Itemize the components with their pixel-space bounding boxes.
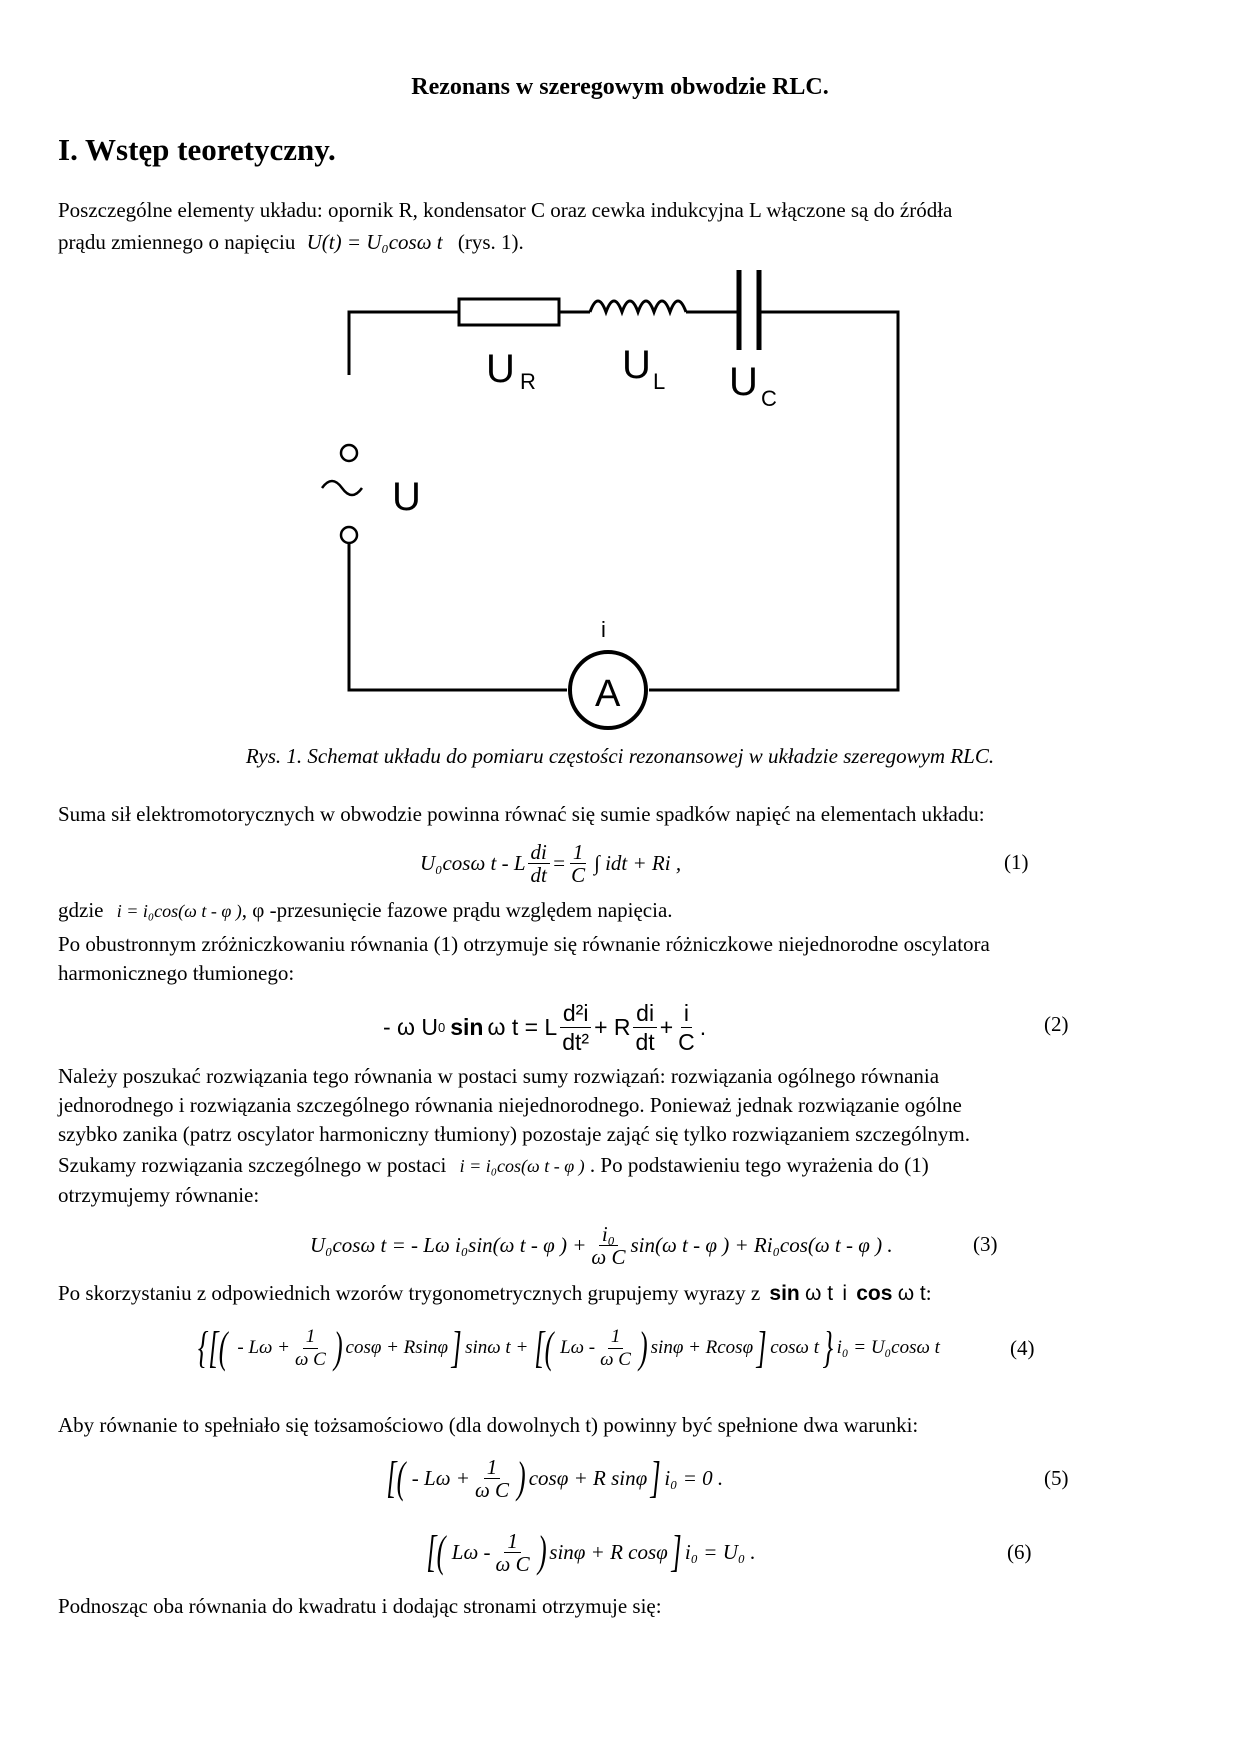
eq2-f3-den: C: [678, 1028, 695, 1055]
eq3-a: U₀cosω t = - Lω i₀sin(ω t - φ ) +: [310, 1232, 587, 1257]
eq6-a: Lω -: [451, 1539, 491, 1564]
para4-cos: cos: [856, 1282, 893, 1305]
para4-end: :: [925, 1281, 932, 1305]
wire-bottom-left: [349, 543, 567, 690]
paragraph-3-line-1: Należy poszukać rozwiązania tego równania w postaci sumy rozwiązań: rozwiązania ogólnego równania: [58, 1064, 940, 1088]
eq2-f1-den: dt²: [562, 1028, 590, 1055]
source-terminal-bottom: [341, 527, 357, 543]
eq2-f2-den: dt: [635, 1028, 655, 1055]
gdzie-line: [58, 896, 673, 926]
label-current: i: [601, 617, 606, 642]
eq3-b: sin(ω t - φ ) + Ri₀cos(ω t - φ ) .: [630, 1232, 893, 1257]
figure-caption: Rys. 1. Schemat układu do pomiaru częstości rezonansowej w układzie szeregowym RLC.: [245, 744, 995, 768]
eq2-f3-num: i: [681, 999, 692, 1028]
paragraph-2-line-2: harmonicznego tłumionego:: [58, 961, 295, 985]
document-title: Rezonans w szeregowym obwodzie RLC.: [411, 74, 829, 100]
eq3-f-den: ω C: [591, 1244, 626, 1269]
eq6-f-den: ω C: [495, 1551, 530, 1576]
paragraph-5: Aby równanie to spełniało się tożsamościowo (dla dowolnych t) powinny być spełnione dwa warunki:: [58, 1413, 919, 1437]
equation-4: {[( - Lω + $\frac{1}{\text{ω C}}$ ) cosφ + Rsinφ ] sinω t + [( Lω - $\frac{1}{\text{ω C}}$ ) sinφ + Rcosφ ] cosω t } i₀ = U₀cosω t: [197, 1323, 940, 1372]
eq1-frac-num: di: [528, 841, 550, 864]
ac-source-tilde: [322, 481, 362, 495]
paragraph-2-line-1: Po obustronnym zróżniczkowaniu równania (1) otrzymuje się równanie różniczkowe niejednorodne oscylatora: [58, 932, 990, 956]
eq3-f-num: i₀: [599, 1223, 618, 1246]
equation-1: [420, 833, 681, 893]
eq4-g: i₀ = U₀cosω t: [836, 1337, 940, 1358]
eq4-f: cosω t: [770, 1337, 819, 1358]
equation-3: [310, 1218, 893, 1272]
eq4-b: cosφ + Rsinφ: [345, 1337, 448, 1358]
eq5-number: (5): [1044, 1466, 1069, 1490]
eq2-f2-num: di: [633, 999, 657, 1028]
eq1-rhs: ∫ idt + Ri ,: [594, 850, 682, 875]
para3-line4-formula: i = i₀cos(ω t - φ ): [459, 1156, 585, 1176]
equation-2: [383, 994, 706, 1060]
eq4-number: (4): [1010, 1336, 1035, 1360]
inductor-symbol: [590, 301, 686, 312]
eq4-e: sinφ + Rcosφ: [650, 1337, 754, 1358]
eq2-lhs-b: ω t = L: [487, 1013, 558, 1040]
paragraph-4: [58, 1279, 932, 1308]
eq6-f-num: 1: [504, 1530, 521, 1553]
eq4-f1-num: 1: [303, 1326, 319, 1349]
eq4-d: Lω -: [560, 1337, 596, 1358]
eq4-a: - Lω +: [237, 1337, 291, 1358]
eq5-f-num: 1: [484, 1456, 501, 1479]
eq5-a: - Lω +: [411, 1465, 470, 1490]
para4-sin: sin: [769, 1282, 800, 1305]
label-source: U: [392, 475, 421, 519]
eq4-f2-den: ω C: [600, 1348, 631, 1370]
equation-5: [( - Lω + $\frac{1}{\text{ω C}}$ ) cosφ + R sinφ ] i₀ = 0 .: [386, 1453, 724, 1502]
eq3-number: (3): [973, 1232, 998, 1256]
source-terminal-top: [341, 445, 357, 461]
para4-cos-arg: ω t: [897, 1282, 926, 1305]
intro-figure-ref: (rys. 1).: [457, 230, 524, 254]
eq2-lhs-sin: sin: [450, 1013, 484, 1040]
eq4-f1-den: ω C: [295, 1348, 326, 1370]
para3-line4-b: . Po podstawieniu tego wyrażenia do (1): [589, 1153, 929, 1177]
wire-right: [649, 312, 898, 690]
eq2-lhs-sub: 0: [438, 1019, 446, 1035]
eq2-f1-num: d²i: [560, 999, 592, 1028]
eq2-number: (2): [1044, 1012, 1069, 1036]
eq1-lhs: U₀cosω t - L: [420, 850, 526, 875]
equation-6: [( Lω - $\frac{1}{\text{ω C}}$ ) sinφ + R cosφ ] i₀ = U₀ .: [426, 1527, 756, 1576]
label-ammeter: A: [595, 673, 621, 715]
section-heading: I. Wstęp teoretyczny.: [58, 132, 336, 167]
eq1-mid: =: [551, 850, 567, 875]
eq2-plus1: + R: [594, 1013, 631, 1040]
eq1-frac-den: dt: [530, 862, 547, 887]
label-ul-sub: L: [653, 369, 666, 394]
label-uc-sub: C: [761, 386, 777, 411]
label-ur: U: [486, 347, 515, 391]
gdzie-rest: , φ -przesunięcie fazowe prądu względem napięcia.: [241, 898, 673, 922]
rlc-circuit-diagram: [0, 0, 1240, 760]
intro-line-1: Poszczególne elementy układu: opornik R, kondensator C oraz cewka indukcyjna L włączone są do źródła: [58, 198, 953, 222]
eq1-frac2-den: C: [571, 862, 586, 887]
para4-text: Po skorzystaniu z odpowiednich wzorów trygonometrycznych grupujemy wyrazy z: [58, 1281, 761, 1305]
para4-sin-arg: ω t: [805, 1282, 834, 1305]
wire-left-top: [349, 312, 459, 375]
eq2-lhs-a: - ω U: [383, 1013, 439, 1040]
gdzie-word: gdzie: [58, 898, 104, 922]
eq4-f2-num: 1: [608, 1326, 624, 1349]
eq1-number: (1): [1004, 850, 1029, 874]
eq5-f-den: ω C: [474, 1477, 510, 1502]
paragraph-3-line-2: jednorodnego i rozwiązania szczególnego równania niejednorodnego. Ponieważ jednak rozwiązanie ogólne: [58, 1093, 962, 1117]
eq6-number: (6): [1007, 1540, 1032, 1564]
resistor-symbol: [459, 299, 559, 325]
paragraph-emf: Suma sił elektromotorycznych w obwodzie powinna równać się sumie spadków napięć na elementach układu:: [58, 802, 985, 826]
eq5-b: cosφ + R sinφ: [528, 1465, 648, 1490]
paragraph-3-line-3: szybko zanika (patrz oscylator harmoniczny tłumiony) pozostaje zająć się tylko rozwiązaniem szczególnym.: [58, 1122, 970, 1146]
paragraph-6: Podnosząc oba równania do kwadratu i dodając stronami otrzymuje się:: [58, 1594, 662, 1618]
eq5-c: i₀ = 0 .: [664, 1465, 724, 1490]
intro-formula: U(t) = U₀cosω t: [306, 230, 443, 254]
eq2-plus2: +: [659, 1013, 674, 1040]
label-ul: U: [622, 343, 651, 387]
intro-line-2-text: prądu zmiennego o napięciu: [58, 230, 296, 254]
eq6-b: sinφ + R cosφ: [549, 1539, 668, 1564]
paragraph-3-line-4: [58, 1151, 929, 1181]
eq6-c: i₀ = U₀ .: [684, 1539, 756, 1564]
paragraph-3-line-5: otrzymujemy równanie:: [58, 1183, 260, 1207]
label-ur-sub: R: [520, 369, 536, 394]
eq4-c: sinω t +: [465, 1337, 529, 1358]
eq1-frac2-num: 1: [570, 841, 587, 864]
label-uc: U: [729, 360, 758, 404]
para3-line4-a: Szukamy rozwiązania szczególnego w postaci: [58, 1153, 447, 1177]
para4-i: i: [842, 1282, 847, 1305]
gdzie-formula: i = i₀cos(ω t - φ ): [116, 901, 242, 921]
eq2-dot: .: [699, 1013, 707, 1040]
